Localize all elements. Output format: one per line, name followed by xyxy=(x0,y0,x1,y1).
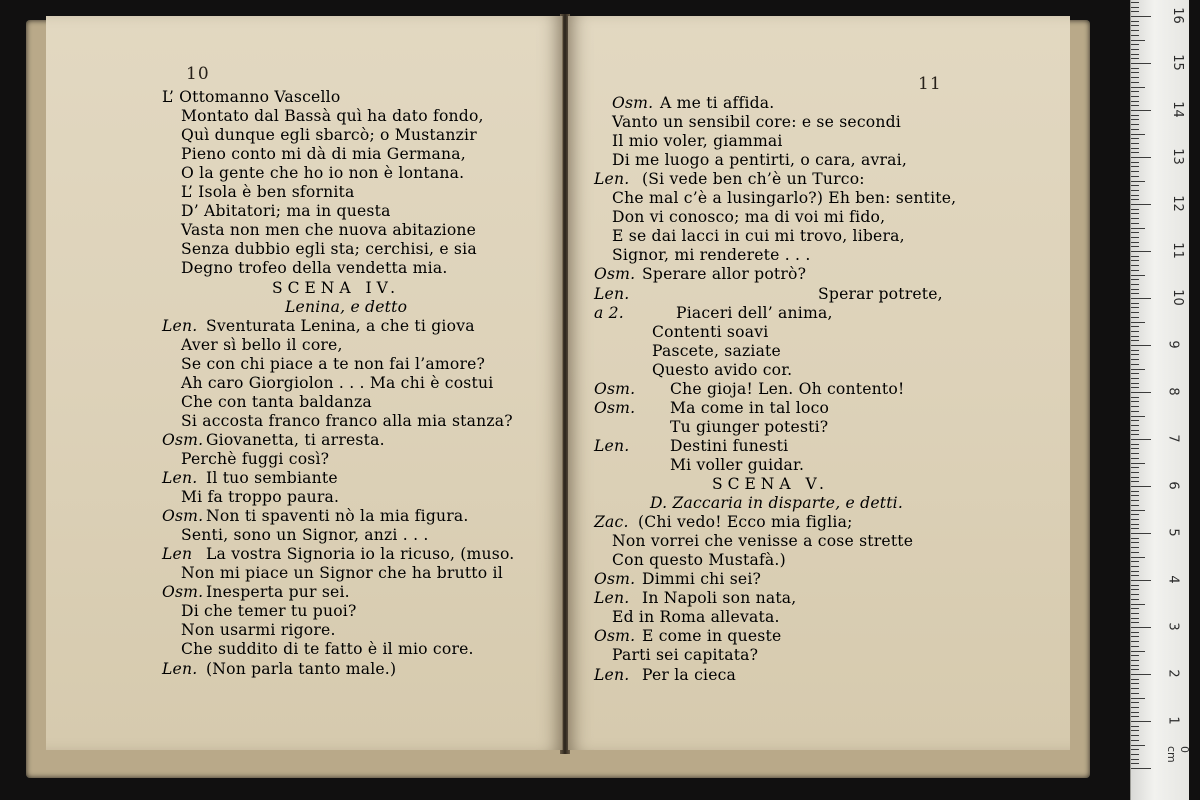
left-line: Se con chi piace a te non fai l’amore? xyxy=(181,354,486,373)
ruler-tick xyxy=(1131,105,1139,106)
ruler-tick xyxy=(1131,326,1139,327)
ruler-tick xyxy=(1131,495,1139,496)
ruler-tick xyxy=(1131,575,1139,576)
verse-text: Il tuo sembiante xyxy=(206,469,338,487)
ruler-number: 13 xyxy=(1169,148,1185,165)
speaker-label: Osm. xyxy=(594,265,636,284)
ruler-tick xyxy=(1131,754,1139,755)
left-line: Che suddito di te fatto è il mio core. xyxy=(181,640,474,659)
verse-text: Piaceri dell’ anima, xyxy=(676,303,833,322)
ruler-tick xyxy=(1131,453,1139,454)
ruler-tick xyxy=(1131,679,1139,680)
ruler-tick xyxy=(1131,636,1139,637)
ruler-tick xyxy=(1131,260,1139,261)
ruler-tick xyxy=(1131,726,1139,727)
left-line: Di che temer tu puoi? xyxy=(181,602,357,621)
verse-text: Ma come in tal loco xyxy=(670,398,830,417)
ruler-tick xyxy=(1131,763,1139,764)
ruler-tick xyxy=(1131,242,1139,243)
ruler-number: 15 xyxy=(1169,54,1185,71)
speaker-label: Osm. xyxy=(162,430,204,449)
ruler-tick xyxy=(1131,571,1139,572)
left-line: Ah caro Giorgiolon . . . Ma chi è costui xyxy=(181,373,494,392)
ruler-tick xyxy=(1131,171,1139,172)
left-line: Lenina, e detto xyxy=(285,297,408,316)
ruler-tick xyxy=(1131,683,1139,684)
ruler-tick xyxy=(1131,430,1139,431)
ruler-tick xyxy=(1131,533,1151,534)
ruler-tick xyxy=(1131,72,1139,73)
left-line: Vasta non men che nuova abitazione xyxy=(181,221,477,240)
speaker-label: Len. xyxy=(162,659,198,678)
ruler-tick xyxy=(1131,641,1139,642)
ruler-tick xyxy=(1131,406,1139,407)
ruler-tick xyxy=(1131,228,1145,229)
ruler-tick xyxy=(1131,148,1139,149)
ruler-tick xyxy=(1131,491,1139,492)
ruler-tick xyxy=(1131,246,1139,247)
ruler-tick xyxy=(1131,25,1139,26)
right-line xyxy=(594,665,737,685)
ruler-tick xyxy=(1131,444,1139,445)
ruler-tick xyxy=(1131,735,1139,736)
ruler-tick xyxy=(1131,134,1145,135)
left-line: Si accosta franco franco alla mia stanza? xyxy=(181,411,513,430)
ruler-tick xyxy=(1131,716,1139,717)
right-line xyxy=(594,627,782,646)
ruler-tick xyxy=(1131,622,1139,623)
ruler-tick xyxy=(1131,317,1139,318)
ruler-tick xyxy=(1131,397,1139,398)
right-line xyxy=(594,265,807,284)
ruler-tick xyxy=(1131,618,1139,619)
speaker-label: Osm. xyxy=(594,570,636,589)
right-line xyxy=(594,436,789,456)
ruler-tick xyxy=(1131,721,1151,722)
ruler-tick xyxy=(1131,693,1139,694)
ruler-tick xyxy=(1131,434,1139,435)
ruler-tick xyxy=(1131,472,1139,473)
ruler-tick xyxy=(1131,500,1139,501)
left-page-number: 10 xyxy=(186,64,210,84)
ruler-tick xyxy=(1131,2,1139,3)
verse-text: Sventurata Lenina, a che ti giova xyxy=(206,316,475,335)
left-line xyxy=(162,316,475,336)
ruler-tick xyxy=(1131,646,1139,647)
ruler-tick xyxy=(1131,420,1139,421)
right-line xyxy=(594,303,833,323)
verse-text: A me ti affida. xyxy=(660,94,775,112)
ruler-tick xyxy=(1131,63,1151,64)
ruler-tick xyxy=(1131,364,1139,365)
ruler-tick xyxy=(1131,115,1139,116)
left-line: L’ Isola è ben sfornita xyxy=(181,183,355,202)
right-line xyxy=(612,94,775,113)
verse-text: (Si vede ben ch’è un Turco: xyxy=(642,170,865,189)
left-line: Senti, sono un Signor, anzi . . . xyxy=(181,526,429,545)
ruler-tick xyxy=(1131,411,1139,412)
ruler-tick xyxy=(1131,237,1139,238)
ruler-tick xyxy=(1131,698,1145,699)
ruler-tick xyxy=(1131,213,1139,214)
ruler-number: 3 xyxy=(1165,622,1181,631)
left-line xyxy=(162,659,397,679)
ruler-tick xyxy=(1131,21,1139,22)
ruler-tick xyxy=(1131,298,1151,299)
right-line: Contenti soavi xyxy=(652,322,769,341)
ruler-tick xyxy=(1131,58,1139,59)
right-line: Che mal c’è a lusingarlo?) Eh ben: sentite, xyxy=(612,189,957,208)
ruler-number: 10 xyxy=(1169,289,1185,306)
ruler-tick xyxy=(1131,82,1139,83)
ruler-tick xyxy=(1131,40,1145,41)
ruler-tick xyxy=(1131,293,1139,294)
ruler-tick xyxy=(1131,557,1145,558)
ruler-tick xyxy=(1131,707,1139,708)
speaker-label: Len. xyxy=(594,170,630,189)
ruler-tick xyxy=(1131,331,1139,332)
ruler-tick xyxy=(1131,589,1139,590)
left-line xyxy=(162,583,350,602)
ruler-tick xyxy=(1131,11,1139,12)
ruler-tick xyxy=(1131,401,1139,402)
left-line xyxy=(162,469,338,488)
right-line: Con questo Mustafà.) xyxy=(612,551,786,570)
ruler-tick xyxy=(1131,373,1139,374)
ruler-tick xyxy=(1131,270,1139,271)
left-line: Perchè fuggi così? xyxy=(181,449,330,468)
ruler-tick xyxy=(1131,768,1151,769)
ruler-tick xyxy=(1131,166,1139,167)
ruler-tick xyxy=(1131,467,1139,468)
ruler-tick xyxy=(1131,195,1139,196)
right-line: Ed in Roma allevata. xyxy=(612,608,780,627)
ruler-tick xyxy=(1131,712,1139,713)
speaker-label: Len. xyxy=(594,284,630,303)
ruler-tick xyxy=(1131,383,1139,384)
speaker-label: Len. xyxy=(594,665,630,684)
right-line xyxy=(594,589,797,608)
ruler-tick xyxy=(1131,101,1139,102)
left-line xyxy=(162,430,385,450)
ruler-tick xyxy=(1131,340,1139,341)
right-line: D. Zaccaria in disparte, e detti. xyxy=(650,494,904,513)
ruler-tick xyxy=(1131,190,1139,191)
ruler-tick xyxy=(1131,256,1139,257)
right-line: Vanto un sensibil core: e se secondi xyxy=(612,113,901,132)
ruler-number: 1 xyxy=(1165,716,1181,725)
ruler-tick xyxy=(1131,289,1139,290)
ruler-tick xyxy=(1131,477,1139,478)
ruler-tick xyxy=(1131,336,1139,337)
ruler-tick xyxy=(1131,439,1151,440)
verse-text: Non ti spaventi nò la mia figura. xyxy=(206,507,469,526)
right-line: Il mio voler, giammai xyxy=(612,132,783,151)
ruler-tick xyxy=(1131,552,1139,553)
verse-text: (Non parla tanto male.) xyxy=(206,659,397,678)
left-line: L’ Ottomanno Vascello xyxy=(162,88,341,106)
verse-text: Che gioja! Len. Oh contento! xyxy=(670,379,905,398)
right-line: Signor, mi renderete . . . xyxy=(612,246,811,265)
ruler-tick xyxy=(1131,303,1139,304)
right-line: E se dai lacci in cui mi trovo, libera, xyxy=(612,227,905,246)
left-line: Mi fa troppo paura. xyxy=(181,488,340,507)
left-line: Non mi piace un Signor che ha brutto il xyxy=(181,564,503,583)
ruler-number: 6 xyxy=(1165,481,1181,490)
ruler-tick xyxy=(1131,275,1145,276)
right-line xyxy=(594,513,853,532)
ruler-tick xyxy=(1131,505,1139,506)
right-line: Tu giunger potesti? xyxy=(670,417,829,436)
ruler-tick xyxy=(1131,660,1139,661)
ruler-tick xyxy=(1131,749,1139,750)
left-line: SCENA IV. xyxy=(272,278,401,297)
verse-text: E come in queste xyxy=(642,627,782,646)
ruler-number: 2 xyxy=(1165,669,1181,678)
left-line: Aver sì bello il core, xyxy=(181,335,343,354)
ruler-tick xyxy=(1131,68,1139,69)
right-line: Non vorrei che venisse a cose strette xyxy=(612,532,914,551)
ruler-tick xyxy=(1131,77,1139,78)
ruler-tick xyxy=(1131,359,1139,360)
ruler-tick xyxy=(1131,448,1139,449)
ruler-unit-label: 0 cm xyxy=(1165,746,1191,763)
ruler-tick xyxy=(1131,463,1145,464)
ruler-tick xyxy=(1131,632,1139,633)
speaker-label: Len. xyxy=(162,469,198,487)
left-line: D’ Abitatori; ma in questa xyxy=(181,202,391,221)
left-line: Che con tanta baldanza xyxy=(181,392,372,411)
left-line xyxy=(162,507,469,526)
ruler-tick xyxy=(1131,730,1139,731)
ruler-tick xyxy=(1131,519,1139,520)
speaker-label: Len. xyxy=(594,436,630,455)
ruler-number: 16 xyxy=(1169,7,1185,24)
ruler-tick xyxy=(1131,655,1139,656)
ruler-tick xyxy=(1131,392,1151,393)
speaker-label: Osm. xyxy=(594,379,636,398)
ruler-tick xyxy=(1131,458,1139,459)
ruler-number: 7 xyxy=(1165,434,1181,443)
ruler-tick xyxy=(1131,566,1139,567)
verse-text: Giovanetta, ti arresta. xyxy=(206,430,385,449)
ruler-tick xyxy=(1131,369,1145,370)
ruler-tick xyxy=(1131,594,1139,595)
ruler-tick xyxy=(1131,251,1151,252)
ruler-tick xyxy=(1131,627,1151,628)
ruler-tick xyxy=(1131,30,1139,31)
ruler-tick xyxy=(1131,665,1139,666)
ruler-tick xyxy=(1131,129,1139,130)
ruler-tick xyxy=(1131,162,1139,163)
ruler-tick xyxy=(1131,674,1151,675)
ruler-tick xyxy=(1131,91,1139,92)
left-line: Montato dal Bassà quì ha dato fondo, xyxy=(181,107,484,126)
ruler-tick xyxy=(1131,223,1139,224)
speaker-label: Zac. xyxy=(594,513,629,532)
right-line xyxy=(594,284,943,304)
ruler-tick xyxy=(1131,7,1139,8)
right-line: Mi voller guidar. xyxy=(670,455,805,474)
ruler-tick xyxy=(1131,181,1145,182)
verse-text: La vostra Signoria io la ricuso, (muso. xyxy=(206,545,515,564)
ruler-tick xyxy=(1131,613,1139,614)
ruler-tick xyxy=(1131,669,1139,670)
verse-text: Sperar potrete, xyxy=(818,284,943,303)
ruler-tick xyxy=(1131,265,1139,266)
left-line: Senza dubbio egli sta; cerchisi, e sia xyxy=(181,240,477,259)
ruler-tick xyxy=(1131,138,1139,139)
ruler-tick xyxy=(1131,119,1139,120)
ruler-tick xyxy=(1131,218,1139,219)
ruler-tick xyxy=(1131,209,1139,210)
ruler-tick xyxy=(1131,759,1139,760)
ruler-tick xyxy=(1131,143,1139,144)
ruler-tick xyxy=(1131,157,1151,158)
ruler-tick xyxy=(1131,185,1139,186)
ruler-tick xyxy=(1131,279,1139,280)
speaker-label: Osm. xyxy=(594,627,636,646)
ruler-tick xyxy=(1131,378,1139,379)
ruler-number: 11 xyxy=(1169,242,1185,259)
ruler-tick xyxy=(1131,510,1145,511)
verse-text: Dimmi chi sei? xyxy=(642,570,762,589)
ruler-tick xyxy=(1131,110,1151,111)
left-line: O la gente che ho io non è lontana. xyxy=(181,164,465,183)
right-line xyxy=(594,398,830,418)
ruler-tick xyxy=(1131,542,1139,543)
ruler-tick xyxy=(1131,152,1139,153)
ruler-tick xyxy=(1131,16,1151,17)
left-line: Degno trofeo della vendetta mia. xyxy=(181,259,448,278)
ruler-number: 14 xyxy=(1169,101,1185,118)
ruler-tick xyxy=(1131,322,1145,323)
left-line: Pieno conto mi dà di mia Germana, xyxy=(181,145,466,164)
ruler-tick xyxy=(1131,585,1139,586)
ruler-tick xyxy=(1131,350,1139,351)
ruler-tick xyxy=(1131,49,1139,50)
ruler-tick xyxy=(1131,580,1151,581)
verse-text: Inesperta pur sei. xyxy=(206,583,350,602)
ruler-tick xyxy=(1131,44,1139,45)
verse-text: (Chi vedo! Ecco mia figlia; xyxy=(638,513,853,532)
right-line: SCENA V. xyxy=(712,475,829,493)
ruler-tick xyxy=(1131,199,1139,200)
left-line: Non usarmi rigore. xyxy=(181,621,336,640)
ruler-tick xyxy=(1131,124,1139,125)
ruler-tick xyxy=(1131,599,1139,600)
ruler-tick xyxy=(1131,87,1145,88)
ruler-tick xyxy=(1131,688,1139,689)
ruler-number: 8 xyxy=(1165,387,1181,396)
ruler-tick xyxy=(1131,416,1145,417)
right-line xyxy=(594,379,905,399)
right-line: Parti sei capitata? xyxy=(612,646,759,665)
ruler-tick xyxy=(1131,176,1139,177)
left-line xyxy=(162,545,515,564)
ruler-tick xyxy=(1131,740,1139,741)
ruler-tick xyxy=(1131,486,1151,487)
right-line xyxy=(594,570,762,589)
ruler-tick xyxy=(1131,547,1139,548)
ruler-tick xyxy=(1131,232,1139,233)
verse-text: Sperare allor potrò? xyxy=(642,265,807,284)
right-page-number: 11 xyxy=(918,74,942,94)
ruler-number: 9 xyxy=(1165,340,1181,349)
ruler-tick xyxy=(1131,528,1139,529)
ruler-number: 12 xyxy=(1169,195,1185,212)
ruler-tick xyxy=(1131,35,1139,36)
ruler-tick xyxy=(1131,54,1139,55)
ruler-tick xyxy=(1131,514,1139,515)
right-line: Don vi conosco; ma di voi mi fido, xyxy=(612,208,886,227)
speaker-label: Osm. xyxy=(162,507,204,526)
right-line xyxy=(594,170,865,189)
ruler-tick xyxy=(1131,651,1145,652)
right-line: Questo avido cor. xyxy=(652,360,793,379)
ruler-tick xyxy=(1131,354,1139,355)
ruler-number: 4 xyxy=(1165,575,1181,584)
speaker-label: Osm. xyxy=(162,583,204,602)
ruler-tick xyxy=(1131,204,1151,205)
speaker-label: Len xyxy=(162,545,193,564)
ruler-tick xyxy=(1131,284,1139,285)
speaker-label: Osm. xyxy=(612,94,654,112)
ruler-tick xyxy=(1131,561,1139,562)
ruler-tick xyxy=(1131,345,1151,346)
ruler-tick xyxy=(1131,425,1139,426)
speaker-label: Osm. xyxy=(594,398,636,417)
ruler-tick xyxy=(1131,312,1139,313)
ruler-tick xyxy=(1131,524,1139,525)
speaker-label: Len. xyxy=(162,316,198,335)
ruler-tick xyxy=(1131,608,1139,609)
left-line: Quì dunque egli sbarcò; o Mustanzir xyxy=(181,126,477,145)
ruler-tick xyxy=(1131,702,1139,703)
verse-text: In Napoli son nata, xyxy=(642,589,797,608)
speaker-label: Len. xyxy=(594,589,630,608)
ruler-number: 5 xyxy=(1165,528,1181,537)
right-line: Di me luogo a pentirti, o cara, avrai, xyxy=(612,151,907,170)
ruler-tick xyxy=(1131,745,1145,746)
measurement-ruler xyxy=(1130,0,1189,800)
ruler-tick xyxy=(1131,604,1145,605)
speaker-label: a 2. xyxy=(594,303,624,322)
ruler-tick xyxy=(1131,307,1139,308)
right-line: Pascete, saziate xyxy=(652,341,781,360)
verse-text: Destini funesti xyxy=(670,436,789,455)
ruler-tick xyxy=(1131,96,1139,97)
ruler-tick xyxy=(1131,538,1139,539)
ruler-tick xyxy=(1131,387,1139,388)
ruler-tick xyxy=(1131,481,1139,482)
verse-text: Per la cieca xyxy=(642,665,737,684)
